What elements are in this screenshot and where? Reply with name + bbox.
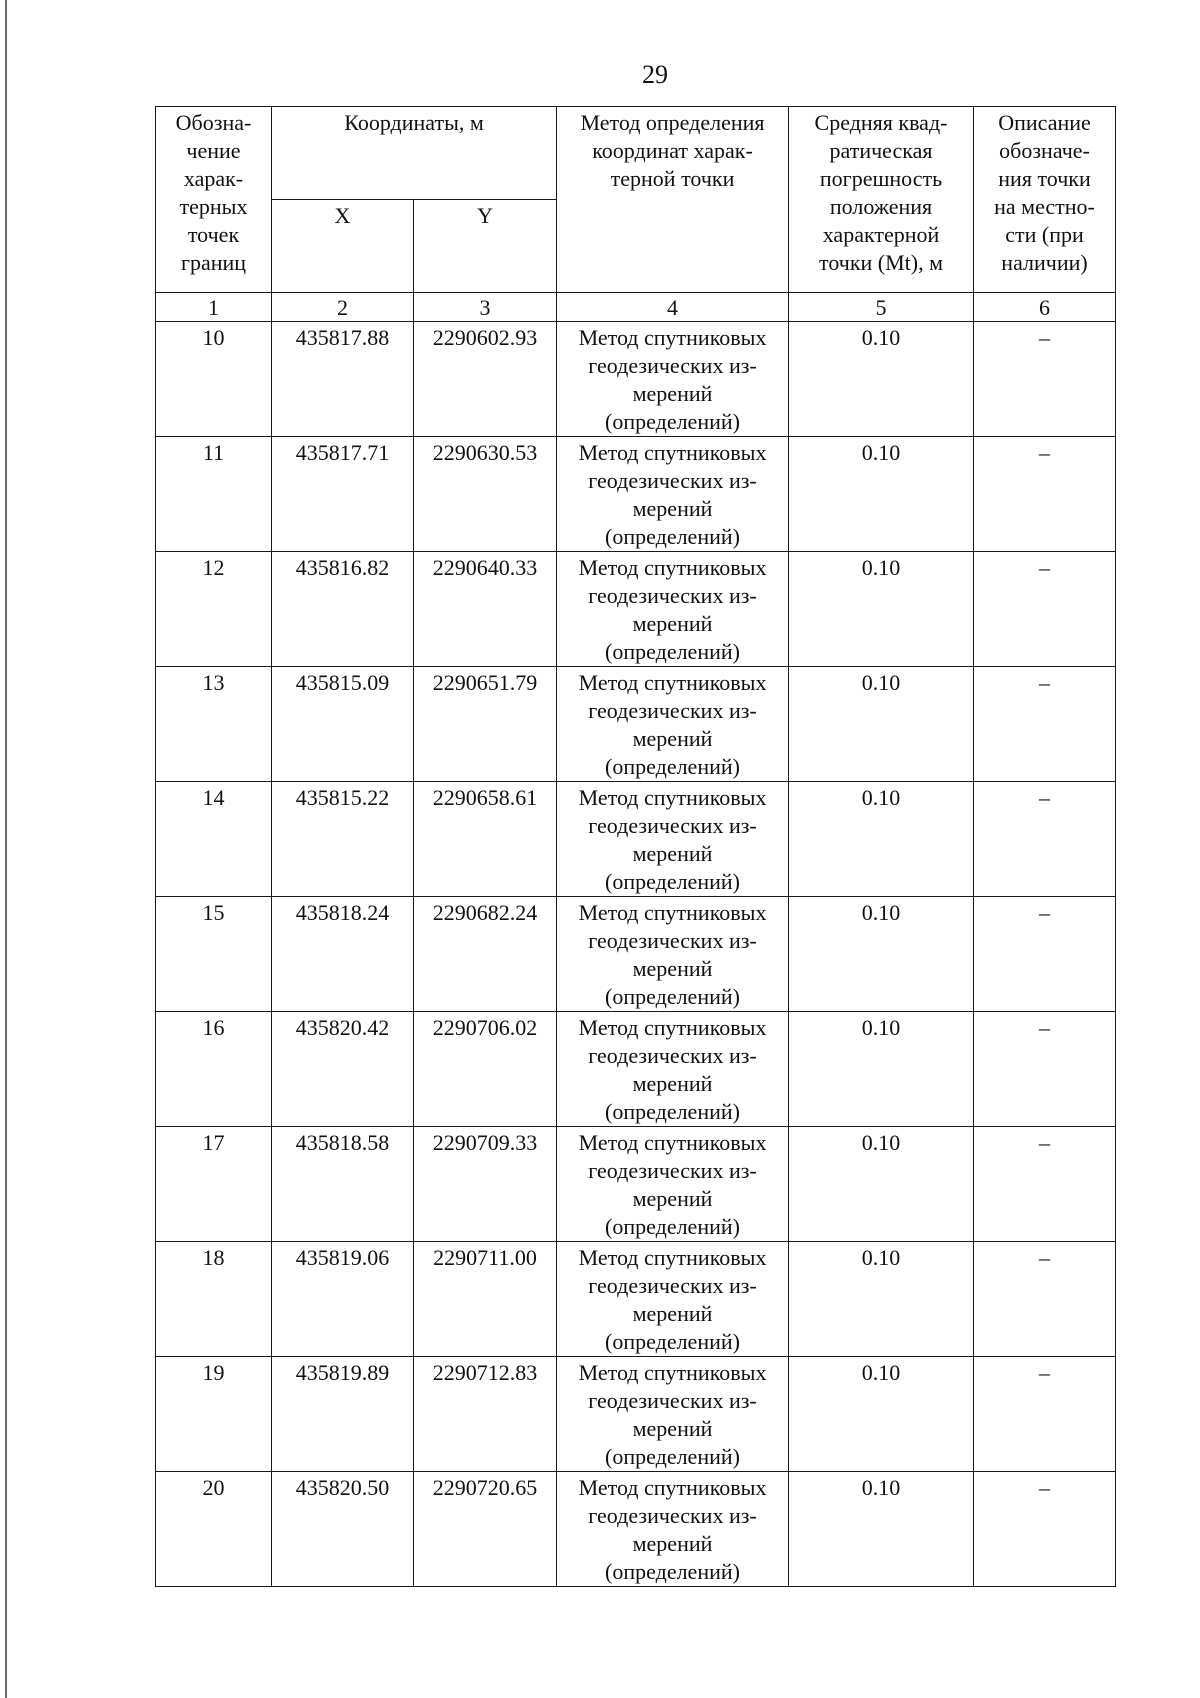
cell-point-id: 20	[156, 1472, 272, 1587]
cell-x: 435818.58	[272, 1127, 414, 1242]
cell-y: 2290651.79	[414, 667, 557, 782]
table-row	[156, 1357, 1116, 1472]
cell-error: 0.10	[789, 667, 974, 782]
cell-y: 2290712.83	[414, 1357, 557, 1472]
scan-edge-line	[5, 0, 7, 1698]
cell-method: Метод спутниковых геодезических из- мерений (определений)	[557, 1472, 789, 1587]
table-row	[156, 782, 1116, 897]
cell-description: –	[974, 1357, 1116, 1472]
cell-x: 435820.42	[272, 1012, 414, 1127]
header-method: Метод определения координат харак- терной точки	[557, 107, 789, 293]
cell-description: –	[974, 1472, 1116, 1587]
cell-x: 435815.09	[272, 667, 414, 782]
cell-error: 0.10	[789, 437, 974, 552]
header-y: Y	[414, 200, 557, 293]
column-number-row	[156, 293, 1116, 322]
cell-error: 0.10	[789, 1127, 974, 1242]
cell-error: 0.10	[789, 552, 974, 667]
cell-y: 2290711.00	[414, 1242, 557, 1357]
cell-point-id: 15	[156, 897, 272, 1012]
table-row	[156, 1242, 1116, 1357]
cell-y: 2290658.61	[414, 782, 557, 897]
column-number: 2	[272, 293, 414, 322]
cell-x: 435818.24	[272, 897, 414, 1012]
cell-y: 2290706.02	[414, 1012, 557, 1127]
table-body	[156, 322, 1116, 1587]
cell-x: 435817.88	[272, 322, 414, 437]
cell-description: –	[974, 1127, 1116, 1242]
cell-point-id: 19	[156, 1357, 272, 1472]
cell-x: 435820.50	[272, 1472, 414, 1587]
table-row	[156, 437, 1116, 552]
table-row	[156, 552, 1116, 667]
column-number: 6	[974, 293, 1116, 322]
cell-method: Метод спутниковых геодезических из- мерений (определений)	[557, 897, 789, 1012]
column-number: 4	[557, 293, 789, 322]
header-description: Описание обозначе- ния точки на местно- сти (при наличии)	[974, 107, 1116, 293]
cell-method: Метод спутниковых геодезических из- мерений (определений)	[557, 552, 789, 667]
table-row	[156, 1127, 1116, 1242]
cell-point-id: 13	[156, 667, 272, 782]
cell-method: Метод спутниковых геодезических из- мерений (определений)	[557, 322, 789, 437]
column-number: 3	[414, 293, 557, 322]
cell-error: 0.10	[789, 1472, 974, 1587]
cell-y: 2290720.65	[414, 1472, 557, 1587]
cell-point-id: 12	[156, 552, 272, 667]
cell-method: Метод спутниковых геодезических из- мерений (определений)	[557, 782, 789, 897]
cell-point-id: 14	[156, 782, 272, 897]
cell-x: 435819.06	[272, 1242, 414, 1357]
cell-error: 0.10	[789, 782, 974, 897]
cell-y: 2290630.53	[414, 437, 557, 552]
cell-error: 0.10	[789, 1242, 974, 1357]
cell-description: –	[974, 322, 1116, 437]
table-row	[156, 897, 1116, 1012]
page-number: 29	[642, 60, 668, 89]
table-row	[156, 1012, 1116, 1127]
cell-x: 435819.89	[272, 1357, 414, 1472]
header-x: X	[272, 200, 414, 293]
cell-x: 435815.22	[272, 782, 414, 897]
cell-y: 2290682.24	[414, 897, 557, 1012]
cell-y: 2290640.33	[414, 552, 557, 667]
column-number: 5	[789, 293, 974, 322]
cell-description: –	[974, 782, 1116, 897]
table-row	[156, 1472, 1116, 1587]
cell-point-id: 10	[156, 322, 272, 437]
cell-method: Метод спутниковых геодезических из- мерений (определений)	[557, 667, 789, 782]
cell-error: 0.10	[789, 1012, 974, 1127]
cell-error: 0.10	[789, 322, 974, 437]
header-coordinates: Координаты, м	[272, 107, 557, 200]
table-row	[156, 667, 1116, 782]
cell-x: 435817.71	[272, 437, 414, 552]
cell-method: Метод спутниковых геодезических из- мерений (определений)	[557, 1357, 789, 1472]
cell-error: 0.10	[789, 897, 974, 1012]
cell-description: –	[974, 1242, 1116, 1357]
cell-point-id: 11	[156, 437, 272, 552]
header-designation: Обозна- чение харак- терных точек границ	[156, 107, 272, 293]
cell-x: 435816.82	[272, 552, 414, 667]
cell-point-id: 18	[156, 1242, 272, 1357]
table-row	[156, 322, 1116, 437]
cell-description: –	[974, 897, 1116, 1012]
header-error: Средняя квад- ратическая погрешность положения характерной точки (Mt), м	[789, 107, 974, 293]
cell-description: –	[974, 552, 1116, 667]
cell-description: –	[974, 437, 1116, 552]
cell-method: Метод спутниковых геодезических из- мерений (определений)	[557, 437, 789, 552]
cell-y: 2290709.33	[414, 1127, 557, 1242]
cell-point-id: 17	[156, 1127, 272, 1242]
cell-point-id: 16	[156, 1012, 272, 1127]
column-number: 1	[156, 293, 272, 322]
cell-method: Метод спутниковых геодезических из- мерений (определений)	[557, 1012, 789, 1127]
coordinates-table	[155, 106, 1116, 1587]
cell-description: –	[974, 667, 1116, 782]
cell-y: 2290602.93	[414, 322, 557, 437]
cell-method: Метод спутниковых геодезических из- мерений (определений)	[557, 1127, 789, 1242]
cell-error: 0.10	[789, 1357, 974, 1472]
cell-method: Метод спутниковых геодезических из- мерений (определений)	[557, 1242, 789, 1357]
cell-description: –	[974, 1012, 1116, 1127]
